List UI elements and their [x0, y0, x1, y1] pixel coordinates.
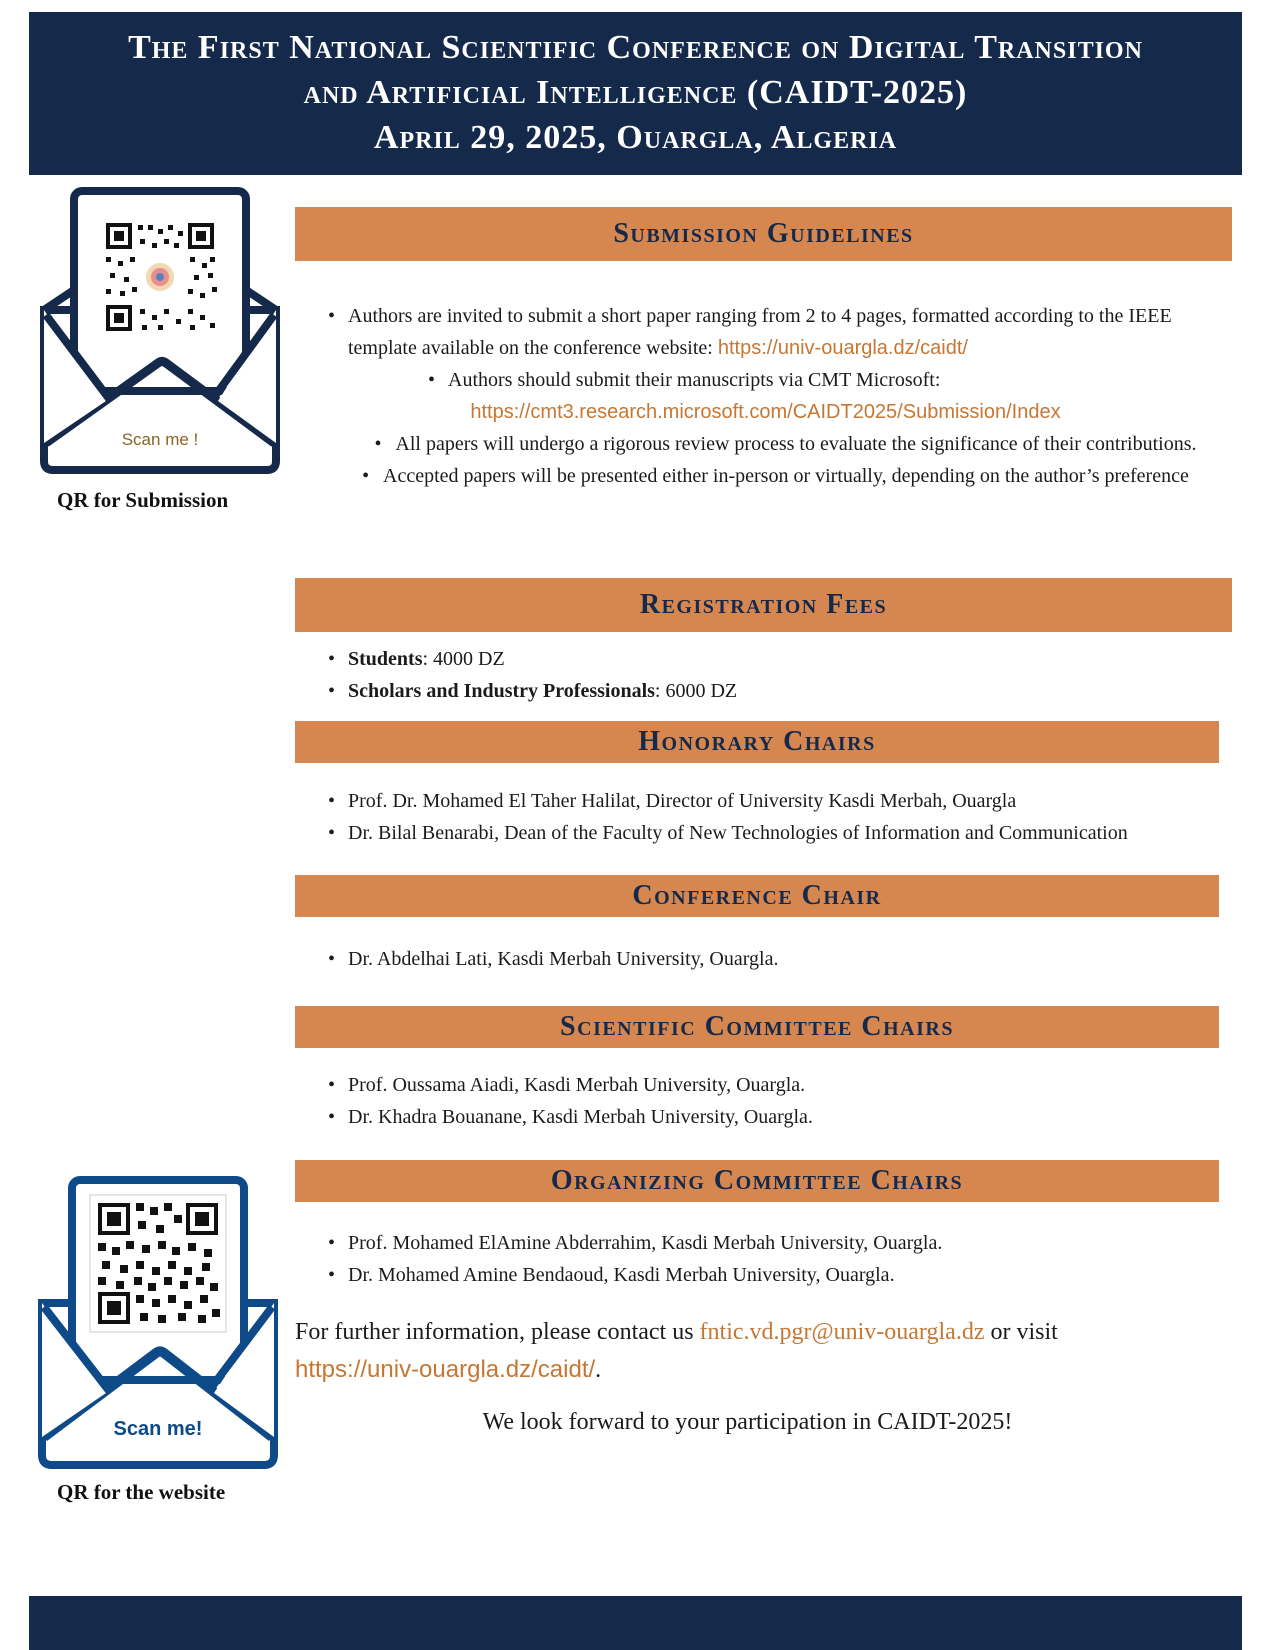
submission-item1-text: Authors are invited to submit a short paper ranging from 2 to 4 pages, formatted according to the IEEE template available on the conference website: [348, 305, 1172, 359]
submission-item4-text: Accepted papers will be presented either in-person or virtually, depending on the author’s preference [383, 465, 1189, 487]
list-item [328, 675, 1203, 707]
section-registration-fees: Registration Fees [295, 578, 1232, 632]
fee-professionals-value: : 6000 DZ [654, 680, 738, 702]
list-item [328, 460, 1203, 492]
fee-professionals-label: Scholars and Industry Professionals [348, 680, 655, 702]
submission-guidelines-list [328, 300, 1203, 492]
list-item-link-line [328, 396, 1203, 428]
header-date-location: April 29, 2025, Ouargla, Algeria [373, 119, 898, 156]
cmt-submission-link[interactable]: https://cmt3.research.microsoft.com/CAIDT2025/Submission/Index [470, 401, 1061, 423]
list-item: • Prof. Dr. Mohamed El Taher Halilat, Director of University Kasdi Merbah, Ouargla [328, 785, 1208, 817]
fee-students-value: : 4000 DZ [422, 648, 505, 670]
qr-submission-caption: QR for Submission [57, 488, 229, 512]
conference-header [29, 12, 1242, 175]
qr-website-scan-text: Scan me! [113, 1418, 203, 1440]
section-honorary-chairs: Honorary Chairs [295, 721, 1219, 763]
section-conference-chair: Conference Chair [295, 875, 1219, 917]
list-item: • Prof. Mohamed ElAmine Abderrahim, Kasdi Merbah University, Ouargla. [328, 1227, 1203, 1259]
contact-website-link[interactable]: https://univ-ouargla.dz/caidt/ [295, 1356, 596, 1383]
list-item: • Prof. Oussama Aiadi, Kasdi Merbah University, Ouargla. [328, 1069, 1203, 1101]
header-title-line1: The First National Scientific Conference on Digital Transition [128, 29, 1143, 66]
list-item [328, 428, 1203, 460]
list-item: • Dr. Bilal Benarabi, Dean of the Faculty of New Technologies of Information and Communication [328, 817, 1208, 849]
submission-item3-text: All papers will undergo a rigorous review process to evaluate the significance of their contributions. [395, 433, 1197, 455]
section-scientific-committee: Scientific Committee Chairs [295, 1006, 1219, 1048]
qr-website-caption: QR for the website [57, 1480, 226, 1504]
conference-chair-list [328, 943, 1203, 975]
conference-website-link[interactable]: https://univ-ouargla.dz/caidt/ [717, 337, 968, 359]
list-item [328, 300, 1203, 364]
contact-prefix: For further information, please contact us [295, 1319, 700, 1345]
honorary-chairs-list [328, 785, 1208, 849]
list-item: • Dr. Khadra Bouanane, Kasdi Merbah University, Ouargla. [328, 1101, 1203, 1133]
section-organizing-committee: Organizing Committee Chairs [295, 1160, 1219, 1202]
list-item: • Dr. Mohamed Amine Bendaoud, Kasdi Merbah University, Ouargla. [328, 1259, 1203, 1291]
contact-suffix: . [595, 1357, 602, 1383]
closing-message: We look forward to your participation in CAIDT-2025! [482, 1409, 1013, 1435]
list-item [328, 643, 1203, 675]
contact-middle: or visit [984, 1319, 1058, 1345]
section-submission-guidelines: Submission Guidelines [295, 207, 1232, 261]
contact-email-link[interactable]: fntic.vd.pgr@univ-ouargla.dz [699, 1319, 985, 1345]
contact-paragraph [295, 1314, 1200, 1389]
qr-submission-scan-text: Scan me ! [121, 430, 199, 449]
registration-fees-list [328, 643, 1203, 707]
footer-bar [29, 1596, 1242, 1650]
fee-students-label: Students [348, 648, 423, 670]
scientific-committee-list [328, 1069, 1203, 1133]
list-item: • Dr. Abdelhai Lati, Kasdi Merbah University, Ouargla. [328, 943, 1203, 975]
list-item [428, 364, 1203, 396]
submission-item2-text: Authors should submit their manuscripts via CMT Microsoft: [448, 369, 941, 391]
header-title-line2: and Artificial Intelligence (CAIDT-2025) [303, 74, 968, 111]
organizing-committee-list [328, 1227, 1203, 1291]
